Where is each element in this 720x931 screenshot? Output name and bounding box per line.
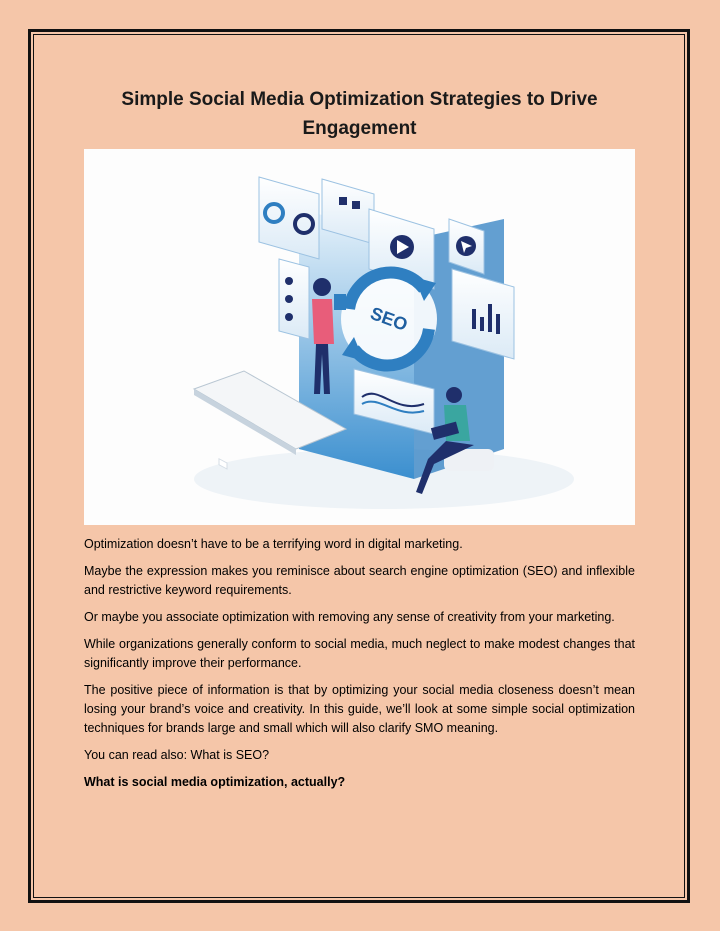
paragraph: Or maybe you associate optimization with removing any sense of creativity from your marketing.: [84, 610, 615, 624]
man-figure: [446, 387, 462, 403]
article-body: [84, 535, 635, 800]
paragraph: Maybe the expression makes you reminisce about search engine optimization (SEO) and inflexible and restrictive keyword requirements.: [84, 564, 635, 597]
paragraph: The positive piece of information is that by optimizing your social media closeness doesn’t mean losing your brand’s voice and creativity. In this guide, we’ll look at some simple social optimization techniques for brands large and small which will also clarify SMO meaning.: [84, 683, 635, 735]
section-heading: What is social media optimization, actually?: [84, 775, 346, 789]
paragraph: Optimization doesn’t have to be a terrifying word in digital marketing.: [84, 537, 463, 551]
woman-figure: [313, 278, 331, 296]
seo-illustration: [84, 149, 635, 525]
paragraph: While organizations generally conform to social media, much neglect to make modest changes that significantly improve their performance.: [84, 637, 635, 670]
document-title: Simple Social Media Optimization Strategies to Drive Engagement: [121, 89, 598, 139]
seo-label: SEO: [367, 303, 411, 335]
paragraph: You can read also: What is SEO?: [84, 748, 270, 762]
